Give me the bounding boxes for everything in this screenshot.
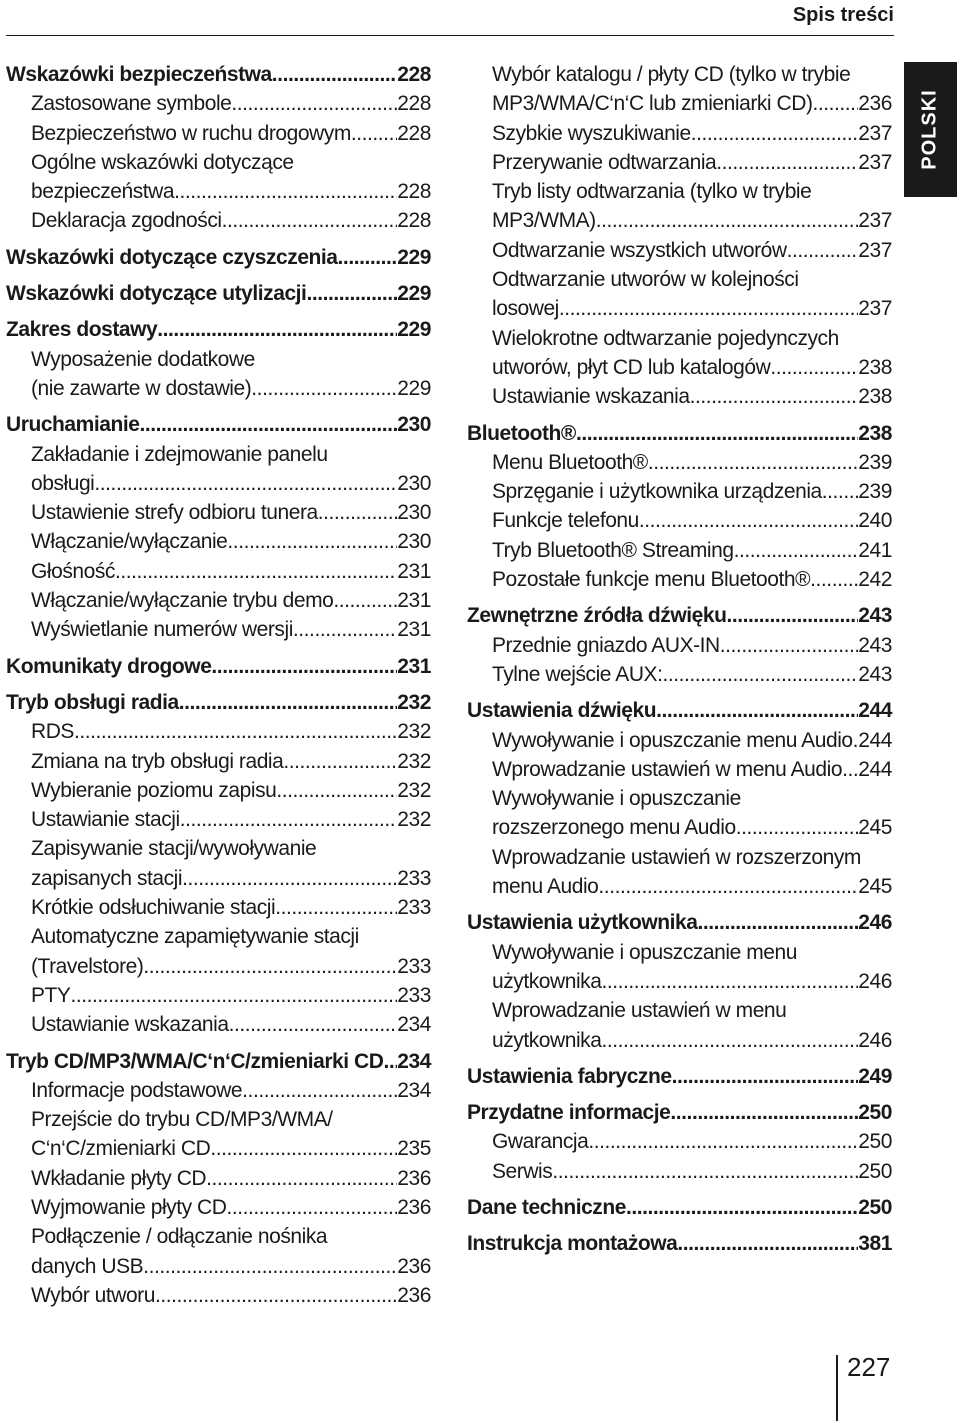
toc-entry-page-number: 228 [397, 209, 431, 233]
toc-entry-page-number: 229 [397, 376, 431, 400]
toc-entry-label: Ustawienia fabryczne [467, 1064, 672, 1088]
toc-entry-label: Gwarancja [492, 1130, 589, 1154]
toc-entry-label: Włączanie/wyłączanie [31, 530, 228, 554]
toc-subsection-entry[interactable] [467, 996, 892, 1055]
toc-entry-label: C‘n‘C/zmieniarki CD [31, 1137, 211, 1161]
toc-entry-page-number: 231 [397, 559, 431, 583]
toc-subsection-entry[interactable] [467, 324, 892, 383]
dot-leader [601, 967, 858, 996]
dot-leader [351, 119, 397, 148]
toc-entry-label-line: Tryb listy odtwarzania (tylko w trybie [492, 180, 812, 204]
toc-subsection-entry[interactable] [6, 1281, 431, 1310]
dot-leader [283, 747, 397, 776]
toc-entry-label: Tryb obsługi radia [6, 690, 179, 714]
toc-subsection-entry[interactable] [6, 1010, 431, 1039]
dot-leader [231, 89, 397, 118]
toc-entry-label: Ustawienia użytkownika [467, 911, 698, 935]
toc-entry-page-number: 234 [397, 1013, 431, 1037]
toc-entry-page-number: 242 [858, 568, 892, 592]
toc-entry-label: menu Audio [492, 875, 599, 899]
toc-entry-label: MP3/WMA/C‘n‘C lub zmieniarki CD) [492, 92, 813, 116]
toc-entry-page-number: 240 [858, 509, 892, 533]
toc-subsection-entry[interactable] [467, 755, 892, 784]
toc-subsection-entry[interactable] [6, 206, 431, 235]
toc-subsection-entry[interactable] [467, 565, 892, 594]
toc-entry-label: bezpieczeństwa [31, 180, 175, 204]
toc-subsection-entry[interactable] [6, 922, 431, 981]
toc-subsection-entry[interactable] [6, 119, 431, 148]
header-divider [6, 35, 894, 36]
dot-leader [179, 688, 398, 717]
dot-leader [272, 60, 398, 89]
toc-entry-label: Szybkie wyszukiwanie [492, 121, 691, 145]
toc-entry-label-line: Wprowadzanie ustawień w rozszerzonym [492, 845, 861, 869]
toc-entry-label: użytkownika [492, 1028, 602, 1052]
toc-entry-label: Ustawienia dźwięku [467, 699, 657, 723]
page-number: 227 [847, 1352, 891, 1382]
toc-entry-page-number: 235 [397, 1137, 431, 1161]
toc-entry-page-number: 237 [858, 121, 892, 145]
toc-section-entry[interactable] [467, 1062, 892, 1091]
toc-entry-label: Zastosowane symbole [31, 92, 232, 116]
toc-entry-label: Zakres dostawy [6, 318, 158, 342]
toc-entry-page-number: 230 [397, 413, 431, 437]
toc-subsection-entry[interactable] [467, 477, 892, 506]
language-tab-label: POLSKI [919, 89, 942, 170]
dot-leader [206, 1164, 397, 1193]
toc-entry-label: utworów, płyt CD lub katalogów [492, 355, 771, 379]
toc-entry-label: Uruchamianie [6, 413, 140, 437]
toc-entry-page-number: 232 [397, 720, 431, 744]
toc-section-entry[interactable] [467, 696, 892, 725]
toc-entry-label: Przydatne informacje [467, 1101, 671, 1125]
dot-leader [672, 1062, 859, 1091]
dot-leader [812, 89, 858, 118]
toc-entry-page-number: 381 [858, 1232, 892, 1256]
toc-entry-page-number: 246 [858, 911, 892, 935]
toc-entry-page-number: 245 [858, 875, 892, 899]
toc-entry-label-line: Wywoływanie i opuszczanie [492, 787, 741, 811]
dot-leader [227, 527, 397, 556]
toc-entry-page-number: 238 [858, 385, 892, 409]
toc-entry-label: Odtwarzanie wszystkich utworów [492, 238, 787, 262]
toc-entry-page-number: 233 [397, 896, 431, 920]
toc-entry-label: Wskazówki dotyczące czyszczenia [6, 245, 338, 269]
dot-leader [139, 410, 397, 439]
dot-leader [94, 469, 397, 498]
dot-leader [677, 1229, 858, 1258]
toc-entry-page-number: 233 [397, 866, 431, 890]
dot-leader [182, 864, 397, 893]
toc-subsection-entry[interactable] [6, 1164, 431, 1193]
dot-leader [656, 696, 858, 725]
toc-entry-page-number: 244 [858, 757, 892, 781]
toc-subsection-entry[interactable] [467, 265, 892, 324]
toc-section-entry[interactable] [467, 601, 892, 630]
toc-entry-label: Wyjmowanie płyty CD [31, 1195, 227, 1219]
toc-subsection-entry[interactable] [6, 981, 431, 1010]
toc-entry-page-number: 232 [397, 690, 431, 714]
toc-entry-label: losowej [492, 297, 559, 321]
toc-subsection-entry[interactable] [6, 893, 431, 922]
toc-entry-label-line: Zapisywanie stacji/wywoływanie [31, 837, 317, 861]
toc-subsection-entry[interactable] [6, 527, 431, 556]
toc-entry-page-number: 232 [397, 778, 431, 802]
toc-section-entry[interactable] [467, 419, 892, 448]
toc-subsection-entry[interactable] [467, 660, 892, 689]
dot-leader [242, 1076, 397, 1105]
dot-leader [822, 477, 859, 506]
dot-leader [716, 148, 858, 177]
toc-entry-page-number: 236 [397, 1166, 431, 1190]
toc-entry-label-line: Wprowadzanie ustawień w menu [492, 999, 787, 1023]
toc-entry-label-line: Zakładanie i zdejmowanie panelu [31, 442, 328, 466]
toc-entry-label-line: Przejście do trybu CD/MP3/WMA/ [31, 1108, 333, 1132]
toc-right-column [467, 60, 892, 1259]
toc-entry-page-number: 243 [858, 604, 892, 628]
toc-entry-page-number: 250 [858, 1195, 892, 1219]
toc-entry-label: Tryb CD/MP3/WMA/C‘n‘C/zmieniarki CD [6, 1049, 384, 1073]
toc-entry-label: Bezpieczeństwo w ruchu drogowym [31, 121, 351, 145]
toc-entry-label: rozszerzonego menu Audio [492, 816, 736, 840]
toc-entry-page-number: 238 [858, 421, 892, 445]
toc-section-entry[interactable] [6, 60, 431, 89]
dot-leader [662, 660, 858, 689]
toc-subsection-entry[interactable] [467, 148, 892, 177]
toc-entry-label: Wprowadzanie ustawień w menu Audio [492, 757, 843, 781]
dot-leader [598, 872, 858, 901]
toc-entry-label-line: Wybór katalogu / płyty CD (tylko w trybie [492, 63, 851, 86]
toc-entry-label: Ustawianie wskazania [492, 385, 690, 409]
toc-subsection-entry[interactable] [6, 717, 431, 746]
toc-entry-page-number: 246 [858, 969, 892, 993]
toc-section-entry[interactable] [467, 1193, 892, 1222]
toc-subsection-entry[interactable] [6, 747, 431, 776]
toc-entry-page-number: 228 [397, 180, 431, 204]
toc-entry-page-number: 237 [858, 238, 892, 262]
dot-leader [174, 177, 397, 206]
toc-entry-page-number: 237 [858, 297, 892, 321]
toc-entry-page-number: 243 [858, 662, 892, 686]
toc-section-entry[interactable] [6, 688, 431, 717]
toc-entry-label: Instrukcja montażowa [467, 1232, 678, 1256]
dot-leader [576, 419, 858, 448]
toc-entry-label: Komunikaty drogowe [6, 654, 212, 678]
toc-subsection-entry[interactable] [6, 1105, 431, 1164]
dot-leader [276, 776, 397, 805]
toc-entry-label: Głośność [31, 559, 115, 583]
toc-entry-page-number: 238 [858, 355, 892, 379]
toc-entry-page-number: 234 [397, 1049, 431, 1073]
toc-entry-label: Wskazówki dotyczące utylizacji [6, 282, 307, 306]
toc-entry-page-number: 229 [397, 318, 431, 342]
footer-divider [836, 1355, 838, 1421]
toc-entry-label: PTY [31, 983, 71, 1007]
toc-entry-label-line: Automatyczne zapamiętywanie stacji [31, 925, 359, 949]
toc-entry-label: Zmiana na tryb obsługi radia [31, 749, 284, 773]
dot-leader [720, 631, 859, 660]
toc-subsection-entry[interactable] [467, 382, 892, 411]
dot-leader [383, 1047, 397, 1076]
toc-entry-label-line: Ogólne wskazówki dotyczące [31, 150, 294, 174]
toc-subsection-entry[interactable] [467, 726, 892, 755]
toc-entry-page-number: 228 [397, 92, 431, 116]
toc-subsection-entry[interactable] [6, 440, 431, 499]
toc-subsection-entry[interactable] [467, 1157, 892, 1186]
toc-subsection-entry[interactable] [467, 784, 892, 843]
dot-leader [601, 1026, 858, 1055]
dot-leader [588, 1127, 858, 1156]
dot-leader [690, 382, 859, 411]
toc-entry-label: użytkownika [492, 969, 602, 993]
toc-entry-page-number: 229 [397, 245, 431, 269]
toc-entry-label: Sprzęganie i użytkownika urządzenia [492, 480, 822, 504]
toc-entry-label-line: Wielokrotne odtwarzanie pojedynczych [492, 326, 839, 350]
toc-subsection-entry[interactable] [6, 776, 431, 805]
toc-entry-page-number: 249 [858, 1064, 892, 1088]
toc-entry-label: Tylne wejście AUX: [492, 662, 663, 686]
toc-section-entry[interactable] [6, 410, 431, 439]
toc-entry-page-number: 230 [397, 530, 431, 554]
toc-entry-label-line: Wyposażenie dodatkowe [31, 347, 255, 371]
dot-leader [596, 206, 859, 235]
toc-section-entry[interactable] [467, 908, 892, 937]
toc-subsection-entry[interactable] [467, 843, 892, 902]
toc-entry-page-number: 236 [397, 1283, 431, 1307]
toc-entry-label: Funkcje telefonu [492, 509, 639, 533]
toc-subsection-entry[interactable] [467, 1127, 892, 1156]
toc-section-entry[interactable] [6, 279, 431, 308]
toc-subsection-entry[interactable] [6, 1193, 431, 1222]
toc-subsection-entry[interactable] [467, 119, 892, 148]
dot-leader [211, 652, 397, 681]
toc-subsection-entry[interactable] [6, 89, 431, 118]
toc-subsection-entry[interactable] [467, 60, 892, 119]
toc-entry-label: Bluetooth® [467, 421, 576, 445]
toc-entry-page-number: 237 [858, 150, 892, 174]
dot-leader [670, 1098, 858, 1127]
dot-leader [155, 1281, 397, 1310]
toc-entry-label: Tryb Bluetooth® Streaming [492, 538, 734, 562]
toc-subsection-entry[interactable] [6, 498, 431, 527]
dot-leader [306, 279, 397, 308]
dot-leader [648, 448, 858, 477]
toc-entry-label: obsługi [31, 471, 95, 495]
toc-entry-label: Menu Bluetooth® [492, 450, 648, 474]
toc-entry-page-number: 250 [858, 1130, 892, 1154]
toc-section-entry[interactable] [467, 1229, 892, 1258]
toc-entry-page-number: 244 [858, 728, 892, 752]
toc-subsection-entry[interactable] [467, 448, 892, 477]
dot-leader [552, 1157, 858, 1186]
dot-leader [293, 615, 397, 644]
dot-leader [222, 206, 398, 235]
toc-entry-page-number: 232 [397, 749, 431, 773]
dot-leader [842, 755, 858, 784]
toc-left-column [6, 60, 431, 1310]
dot-leader [787, 236, 859, 265]
toc-subsection-entry[interactable] [6, 834, 431, 893]
toc-subsection-entry[interactable] [6, 1222, 431, 1281]
toc-entry-page-number: 239 [858, 480, 892, 504]
toc-entry-label: Wybieranie poziomu zapisu [31, 778, 277, 802]
dot-leader [626, 1193, 858, 1222]
toc-entry-label: RDS [31, 720, 74, 744]
toc-entry-label: danych USB [31, 1254, 144, 1278]
toc-subsection-entry[interactable] [467, 177, 892, 236]
toc-subsection-entry[interactable] [6, 345, 431, 404]
toc-subsection-entry[interactable] [6, 557, 431, 586]
toc-subsection-entry[interactable] [6, 148, 431, 207]
dot-leader [559, 294, 858, 323]
toc-entry-page-number: 245 [858, 816, 892, 840]
toc-entry-page-number: 234 [397, 1078, 431, 1102]
toc-entry-page-number: 250 [858, 1159, 892, 1183]
toc-entry-page-number: 231 [397, 589, 431, 613]
page-header-title: Spis treści [792, 4, 894, 26]
toc-entry-label: zapisanych stacji [31, 866, 183, 890]
dot-leader [810, 565, 858, 594]
dot-leader [226, 1193, 397, 1222]
toc-entry-page-number: 244 [858, 699, 892, 723]
toc-subsection-entry[interactable] [6, 586, 431, 615]
toc-entry-label: Wskazówki bezpieczeństwa [6, 63, 272, 86]
dot-leader [143, 952, 397, 981]
dot-leader [229, 1010, 398, 1039]
toc-entry-page-number: 232 [397, 808, 431, 832]
toc-entry-label: Dane techniczne [467, 1195, 626, 1219]
toc-entry-label: Włączanie/wyłączanie trybu demo [31, 589, 334, 613]
dot-leader [639, 506, 858, 535]
toc-subsection-entry[interactable] [467, 506, 892, 535]
toc-entry-label: Przerywanie odtwarzania [492, 150, 717, 174]
toc-entry-label-line: Odtwarzanie utworów w kolejności [492, 268, 799, 292]
toc-entry-page-number: 233 [397, 954, 431, 978]
toc-entry-label: Krótkie odsłuchiwanie stacji [31, 896, 276, 920]
dot-leader [736, 813, 859, 842]
toc-entry-page-number: 233 [397, 983, 431, 1007]
toc-entry-page-number: 236 [397, 1254, 431, 1278]
dot-leader [210, 1134, 397, 1163]
toc-entry-page-number: 246 [858, 1028, 892, 1052]
toc-entry-page-number: 229 [397, 282, 431, 306]
dot-leader [698, 908, 859, 937]
dot-leader [318, 498, 398, 527]
toc-entry-page-number: 237 [858, 209, 892, 233]
toc-entry-label: Zewnętrzne źródła dźwięku [467, 604, 727, 628]
dot-leader [726, 601, 858, 630]
toc-subsection-entry[interactable] [6, 615, 431, 644]
dot-leader [691, 119, 859, 148]
dot-leader [180, 805, 398, 834]
dot-leader [338, 243, 398, 272]
dot-leader [734, 536, 859, 565]
dot-leader [275, 893, 397, 922]
toc-entry-label: Wywoływanie i opuszczanie menu Audio [492, 728, 853, 752]
toc-entry-page-number: 228 [397, 121, 431, 145]
toc-entry-label: Wybór utworu [31, 1283, 155, 1307]
dot-leader [251, 374, 397, 403]
toc-entry-page-number: 230 [397, 501, 431, 525]
toc-entry-page-number: 239 [858, 450, 892, 474]
toc-subsection-entry[interactable] [467, 236, 892, 265]
dot-leader [74, 717, 397, 746]
toc-entry-page-number: 231 [397, 654, 431, 678]
toc-entry-page-number: 236 [397, 1195, 431, 1219]
dot-leader [333, 586, 397, 615]
toc-entry-page-number: 231 [397, 618, 431, 642]
toc-subsection-entry[interactable] [6, 1076, 431, 1105]
toc-entry-label: Przednie gniazdo AUX-IN [492, 633, 720, 657]
toc-entry-label: Informacje podstawowe [31, 1078, 243, 1102]
toc-subsection-entry[interactable] [467, 536, 892, 565]
dot-leader [71, 981, 398, 1010]
toc-entry-label-line: Podłączenie / odłączanie nośnika [31, 1225, 328, 1249]
toc-entry-label-line: Wywoływanie i opuszczanie menu [492, 940, 797, 964]
toc-entry-label: Serwis [492, 1159, 553, 1183]
toc-subsection-entry[interactable] [467, 631, 892, 660]
toc-subsection-entry[interactable] [467, 938, 892, 997]
language-tab [904, 62, 957, 197]
toc-entry-label: Wkładanie płyty CD [31, 1166, 207, 1190]
toc-entry-page-number: 241 [858, 538, 892, 562]
toc-entry-label: (Travelstore) [31, 954, 144, 978]
toc-entry-label: MP3/WMA) [492, 209, 596, 233]
toc-entry-label: Pozostałe funkcje menu Bluetooth® [492, 568, 811, 592]
toc-entry-page-number: 228 [397, 63, 431, 86]
toc-entry-page-number: 250 [858, 1101, 892, 1125]
toc-entry-label: Ustawianie wskazania [31, 1013, 229, 1037]
toc-subsection-entry[interactable] [6, 805, 431, 834]
dot-leader [115, 557, 397, 586]
toc-entry-label: Wyświetlanie numerów wersji [31, 618, 293, 642]
toc-section-entry[interactable] [6, 1047, 431, 1076]
toc-entry-page-number: 230 [397, 471, 431, 495]
toc-entry-label: Ustawienie strefy odbioru tunera [31, 501, 318, 525]
toc-section-entry[interactable] [6, 243, 431, 272]
dot-leader [143, 1252, 397, 1281]
dot-leader [157, 315, 397, 344]
toc-entry-page-number: 236 [858, 92, 892, 116]
dot-leader [770, 353, 858, 382]
toc-section-entry[interactable] [6, 315, 431, 344]
toc-section-entry[interactable] [6, 652, 431, 681]
toc-section-entry[interactable] [467, 1098, 892, 1127]
toc-entry-label: (nie zawarte w dostawie) [31, 376, 252, 400]
toc-entry-label: Ustawianie stacji [31, 808, 180, 832]
toc-entry-page-number: 243 [858, 633, 892, 657]
toc-entry-label: Deklaracja zgodności [31, 209, 222, 233]
